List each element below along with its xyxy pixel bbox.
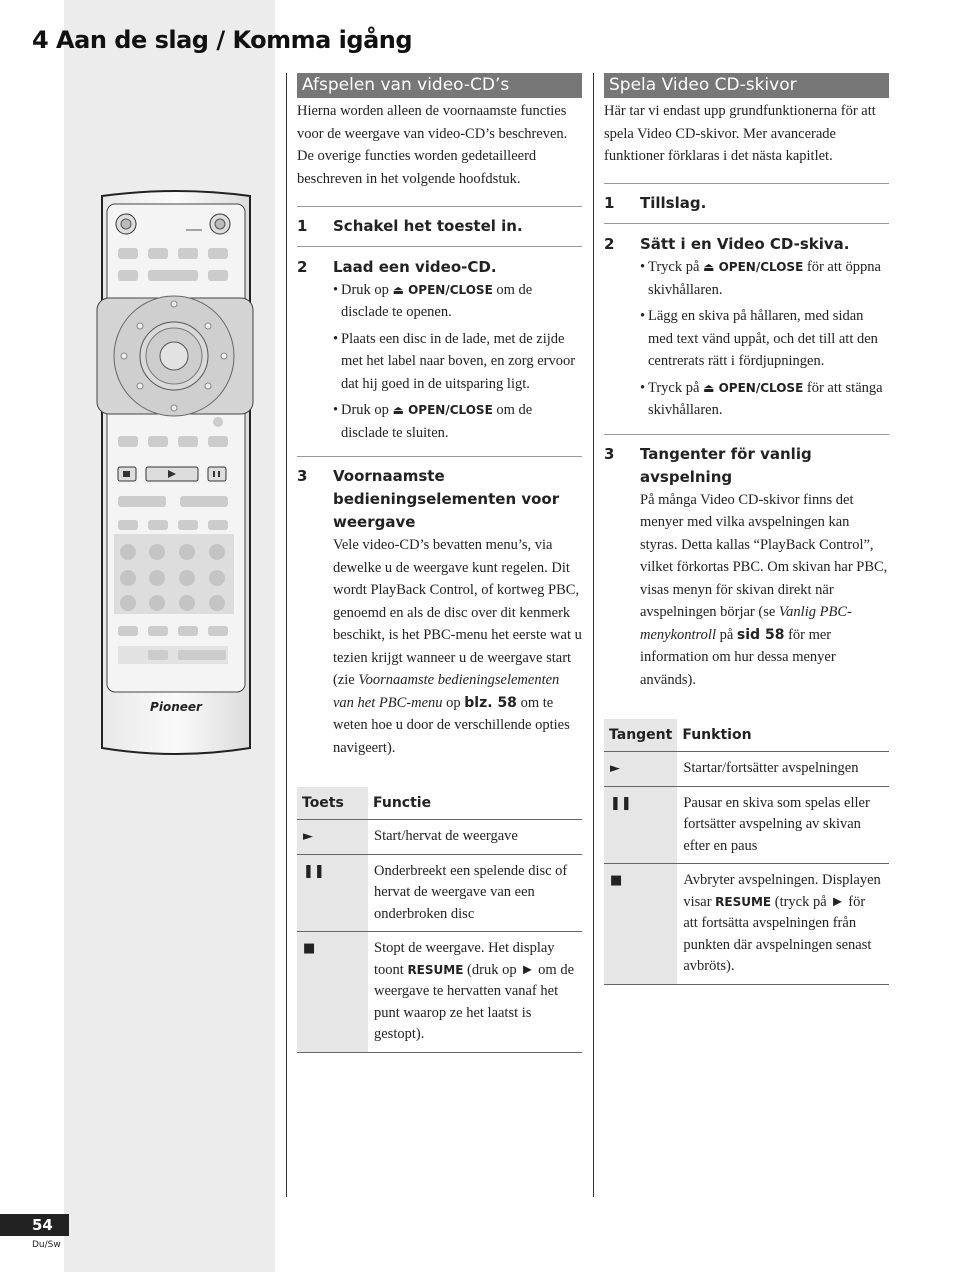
column-divider-left	[286, 73, 287, 1197]
table-row	[604, 864, 889, 985]
swedish-step-1	[604, 192, 889, 215]
step-title: Sätt i en Video CD-skiva.	[640, 235, 850, 254]
bullet: • Lägg en skiva på hållaren, med sidan med text vänd uppåt, och det till att den centrerats rätt i fördjupningen.	[640, 308, 878, 370]
table-row	[604, 752, 889, 787]
step-title: Tangenter för vanlig avspelning	[640, 444, 812, 486]
step-title: Laad een video-CD.	[333, 257, 497, 276]
swedish-step-3	[604, 443, 889, 489]
dutch-step-1	[297, 215, 582, 238]
bullet: • Druk op ⏏ OPEN/CLOSE om de disclade te openen.	[333, 281, 533, 321]
page-reference: blz. 58	[464, 694, 517, 711]
table-row	[604, 786, 889, 864]
dutch-step-2	[297, 256, 582, 279]
page-reference: sid 58	[736, 626, 785, 643]
key-function: Start/hervat de weergave	[368, 820, 582, 855]
swedish-step-2	[604, 233, 889, 256]
open-close-key: ⏏ OPEN/CLOSE	[392, 403, 493, 418]
open-close-key: ⏏ OPEN/CLOSE	[392, 282, 493, 297]
key-symbol: ■	[297, 932, 368, 1053]
step-title: Schakel het toestel in.	[333, 216, 523, 235]
swedish-intro: Här tar vi endast upp grundfunktionerna för att spela Video CD-skivor. Mer avancerade funktioner förklaras i det nästa kapitlet.	[604, 103, 876, 165]
dutch-intro: Hierna worden alleen de voornaamste functies voor de weergave van video-CD’s beschreven. De overige functies worden gedetailleerd beschreven in het volgende hoofdstuk.	[297, 103, 568, 188]
divider	[604, 434, 889, 435]
key-function: Stopt de weergave. Het display toont RESUME (druk op ► om de weergave te hervatten vanaf het punt waarop ze het laatst is gestopt).	[368, 932, 582, 1053]
swedish-key-table	[604, 719, 889, 985]
key-function: Pausar en skiva som spelas eller fortsätter avspelning av skivan efter en paus	[677, 786, 889, 864]
table-row	[297, 820, 582, 855]
dutch-step-3-body: Vele video-CD’s bevatten menu’s, via dewelke u de weergave kunt regelen. Dit wordt PlayBack Control, of kortweg PBC, genoemd en als de disc over dit kenmerk beschikt, is het PBC-menu het eerste wat u tezien krijgt wanneer u de weergave start (zie Voornaamste bedieningselementen van het PBC-menu op blz. 58 om te weten hoe u door de verschillende opties navigeert).	[333, 537, 582, 756]
divider	[297, 206, 582, 207]
dutch-step-3	[297, 465, 582, 534]
bullet: • Tryck på ⏏ OPEN/CLOSE för att öppna skivhållaren.	[640, 259, 881, 298]
key-symbol: ■	[604, 864, 677, 985]
key-function: Startar/fortsätter avspelningen	[677, 752, 889, 787]
step-title: Voornaamste bedieningselementen voor weergave	[333, 467, 560, 532]
step-number: 2	[604, 235, 615, 254]
dutch-section-heading: Afspelen van video-CD’s	[297, 73, 582, 98]
table-row	[297, 932, 582, 1053]
key-symbol: ►	[604, 752, 677, 787]
dutch-column	[297, 73, 582, 1053]
swedish-step-3-body: På många Video CD-skivor finns det menyer med vilka avspelningen kan styras. Detta kallas “PlayBack Control”, vilket förkortas PBC. Om skivan har PBC, visas menyn för skivan direkt när avspelningen börjar (se Vanlig PBC-menykontroll på sid 58 för mer information om hur dessa menyer används).	[640, 491, 888, 688]
key-symbol: ❚❚	[297, 854, 368, 932]
bullet: • Plaats een disc in de lade, met de zijde met het label naar boven, en zorg ervoor dat hij goed in de uitsparing ligt.	[333, 330, 576, 392]
bullet: • Druk op ⏏ OPEN/CLOSE om de disclade te sluiten.	[333, 402, 533, 441]
key-function: Avbryter avspelningen. Displayen visar RESUME (tryck på ► för att fortsätta avspelningen från punkten där avspelningen senast avbröts).	[677, 864, 889, 985]
remote-brand-logo: Pioneer	[150, 700, 202, 714]
bullet: • Tryck på ⏏ OPEN/CLOSE för att stänga skivhållaren.	[640, 379, 883, 419]
language-code: Du/Sw	[32, 1240, 61, 1250]
dutch-key-table	[297, 787, 582, 1053]
step-number: 3	[297, 467, 308, 486]
key-function: Onderbreekt een spelende disc of hervat de weergave van een onderbroken disc	[368, 854, 582, 932]
page-number: 54	[0, 1214, 69, 1236]
divider	[297, 456, 582, 457]
chapter-title: 4 Aan de slag / Komma igång	[32, 26, 413, 54]
step-title: Tillslag.	[640, 194, 707, 213]
table-row	[297, 854, 582, 932]
step-number: 1	[297, 216, 308, 235]
swedish-section-heading: Spela Video CD-skivor	[604, 73, 889, 98]
step-number: 3	[604, 444, 615, 463]
divider	[604, 223, 889, 224]
step-number: 2	[297, 257, 308, 276]
open-close-key: ⏏ OPEN/CLOSE	[703, 260, 804, 275]
table-header: Functie	[368, 787, 582, 820]
column-divider-right	[593, 73, 594, 1197]
table-header: Funktion	[677, 719, 889, 752]
table-header: Toets	[297, 787, 368, 820]
key-symbol: ►	[297, 820, 368, 855]
remote-control-illustration	[94, 188, 258, 763]
step-number: 1	[604, 194, 615, 213]
key-symbol: ❚❚	[604, 786, 677, 864]
table-header: Tangent	[604, 719, 677, 752]
open-close-key: ⏏ OPEN/CLOSE	[703, 380, 804, 395]
divider	[604, 183, 889, 184]
swedish-column	[604, 73, 889, 985]
divider	[297, 246, 582, 247]
